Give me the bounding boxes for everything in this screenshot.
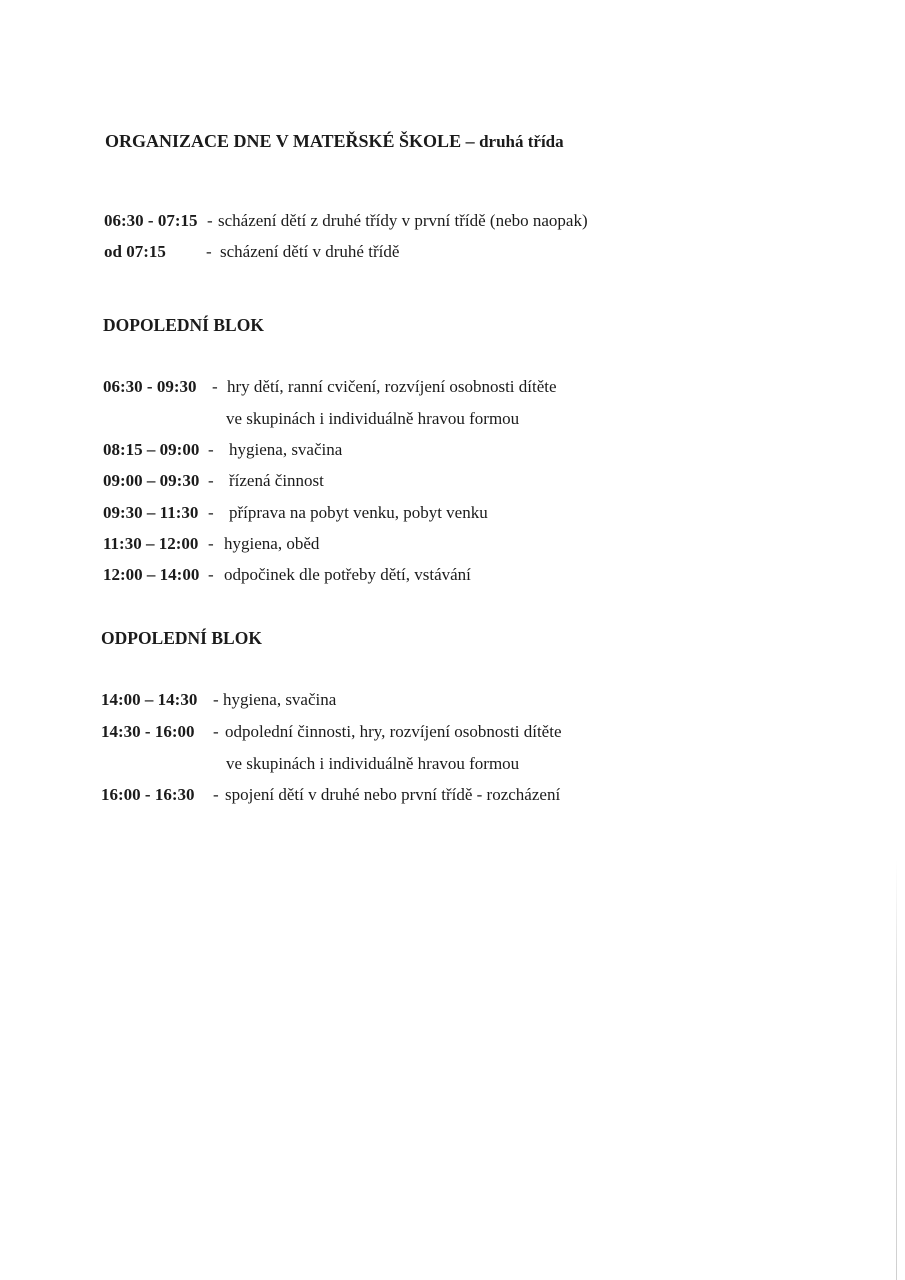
title-main: ORGANIZACE DNE V MATEŘSKÉ ŠKOLE — [105, 131, 462, 151]
schedule-time: 08:15 – 09:00 — [103, 440, 200, 459]
schedule-row-afternoon-2 — [101, 721, 721, 743]
schedule-description: hygiena, oběd — [224, 534, 320, 553]
schedule-row-afternoon-1 — [101, 689, 721, 711]
schedule-description-continued: ve skupinách i individuálně hravou formou — [226, 754, 520, 773]
schedule-description: odpočinek dle potřeby dětí, vstávání — [224, 565, 471, 584]
schedule-separator: - — [213, 722, 219, 741]
schedule-separator: - — [208, 440, 214, 459]
schedule-separator: - — [213, 690, 219, 709]
schedule-time: 06:30 - 07:15 — [104, 211, 198, 230]
schedule-row-arrival-1 — [104, 210, 724, 232]
scan-edge-line — [896, 860, 897, 1280]
schedule-time: od 07:15 — [104, 242, 166, 261]
schedule-time: 14:00 – 14:30 — [101, 690, 198, 709]
schedule-description: hygiena, svačina — [223, 690, 337, 709]
schedule-separator: - — [212, 377, 218, 396]
schedule-row-morning-3 — [103, 470, 723, 492]
schedule-description: příprava na pobyt venku, pobyt venku — [229, 503, 488, 522]
schedule-description: řízená činnost — [229, 471, 324, 490]
schedule-description: scházení dětí v druhé třídě — [220, 242, 400, 261]
schedule-row-arrival-2 — [104, 241, 724, 263]
schedule-separator: - — [206, 242, 212, 261]
schedule-description-continued: ve skupinách i individuálně hravou formou — [226, 409, 520, 428]
schedule-time: 09:30 – 11:30 — [103, 503, 199, 522]
schedule-row-morning-2 — [103, 439, 723, 461]
document-title — [105, 130, 564, 153]
title-class-name: druhá třída — [479, 132, 564, 151]
schedule-separator: - — [208, 503, 214, 522]
section-heading-morning: DOPOLEDNÍ BLOK — [103, 315, 264, 335]
schedule-time: 06:30 - 09:30 — [103, 377, 197, 396]
title-dash: – — [461, 131, 480, 151]
schedule-row-morning-1 — [103, 376, 723, 398]
schedule-row-morning-6 — [103, 564, 723, 586]
schedule-separator: - — [207, 211, 213, 230]
schedule-description: hygiena, svačina — [229, 440, 343, 459]
schedule-description: spojení dětí v druhé nebo první třídě - rozcházení — [225, 785, 561, 804]
schedule-time: 14:30 - 16:00 — [101, 722, 195, 741]
schedule-description: scházení dětí z druhé třídy v první třídě (nebo naopak) — [218, 211, 588, 230]
section-heading-afternoon: ODPOLEDNÍ BLOK — [101, 628, 262, 648]
schedule-separator: - — [208, 565, 214, 584]
schedule-row-morning-4 — [103, 502, 723, 524]
schedule-time: 11:30 – 12:00 — [103, 534, 199, 553]
schedule-description: odpolední činnosti, hry, rozvíjení osobnosti dítěte — [225, 722, 562, 741]
schedule-separator: - — [213, 785, 219, 804]
schedule-time: 09:00 – 09:30 — [103, 471, 200, 490]
schedule-time: 12:00 – 14:00 — [103, 565, 200, 584]
schedule-row-afternoon-3 — [101, 784, 721, 806]
schedule-row-morning-5 — [103, 533, 723, 555]
schedule-separator: - — [208, 534, 214, 553]
schedule-time: 16:00 - 16:30 — [101, 785, 195, 804]
schedule-separator: - — [208, 471, 214, 490]
schedule-description: hry dětí, ranní cvičení, rozvíjení osobnosti dítěte — [227, 377, 557, 396]
